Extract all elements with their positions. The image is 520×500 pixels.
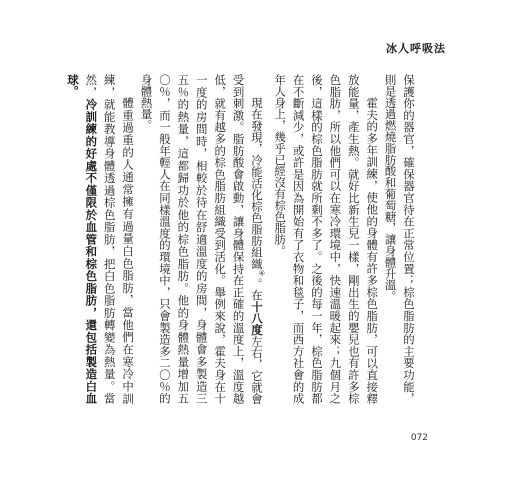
text-run: 左右，它就會受到刺激。脂肪酸會啟動，讓身體保持在正確的溫度上，溫度越低，就有越多的棕色脂肪組織受到活化。舉例來說，霍夫身在十一度的房間時，相較於待在舒適溫度的房間，身體會多製造三五％的熱量，這都歸功於他的棕色脂肪。他的身體熱量增加五〇％，而一般年輕人在同樣溫度的環境中，只會製造多二〇％的身體熱量。 [139,74,264,404]
paragraph [137,74,271,404]
text-run: 體重過重的人通常擁有過量白色脂肪，當他們在寒冷中訓練，就能教導身體透過棕色脂肪，把白色脂肪轉變為熱量。當然， [84,74,136,404]
footnote-marker: ④ [257,269,266,278]
page-number: 072 [410,433,428,443]
text-run: 。在 [249,277,264,301]
paragraph: 霍夫的多年訓練，使他的身體有許多棕色脂肪，可以直接釋放能量，產生熱。就好比新生兒一樣，剛出生的嬰兒也有許多棕色脂肪，所以他們可以在寒冷環境中，快速溫暖起來；九個月之後，這樣的棕色脂肪就所剩不多了。之後的每一年，棕色脂肪都在不斷減少，或許是因為開始有了衣物和毯子，而西方社會的成年人身上，幾乎已經沒有棕色脂肪。 [273,74,380,404]
paragraph [63,74,137,404]
running-header: 冰人呼吸法 [386,42,446,55]
bold-text: 冷訓練的好處不僅限於血管和棕色脂肪，還包括製造白血球。 [65,74,99,404]
text-run: 現在發現，冷能活化棕色脂肪組織 [249,96,264,270]
bold-text: 十八度 [249,300,264,336]
body-text [65,74,418,404]
paragraph: 保護你的器官，確保器官待在正常位置；棕色脂肪的主要功能，則是透過燃燒脂肪酸和葡萄糖，讓身體升溫。 [383,74,416,404]
